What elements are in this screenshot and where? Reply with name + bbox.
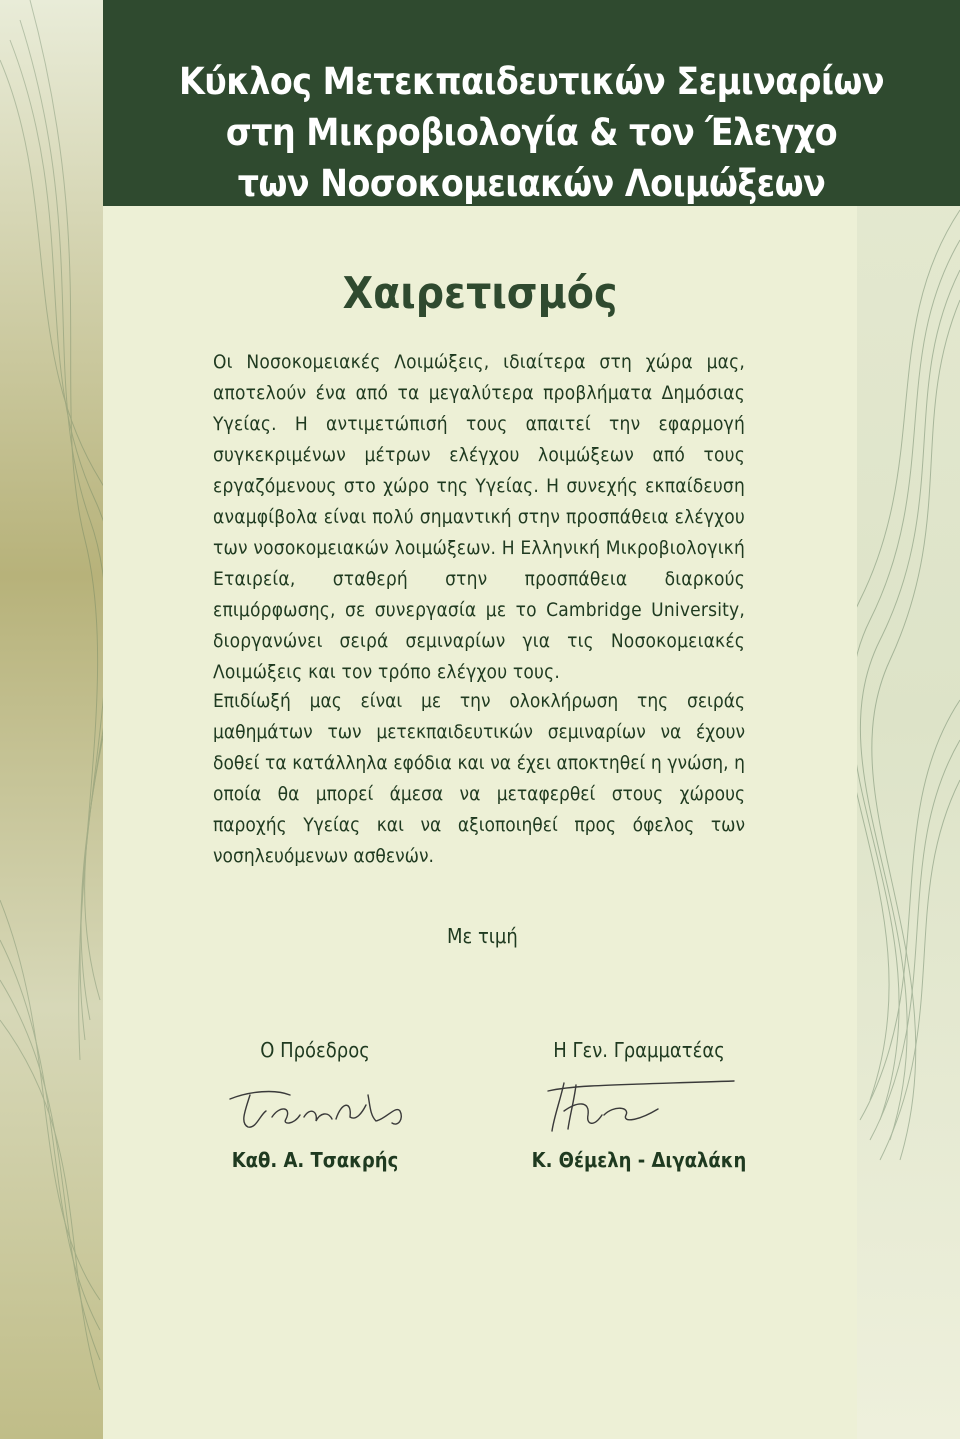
- title-line: των Νοσοκομειακών Λοιμώξεων: [237, 162, 826, 205]
- signature-block-president: [220, 1035, 410, 1175]
- title-line: Κύκλος Μετεκπαιδευτικών Σεμιναρίων: [178, 60, 885, 103]
- signature-name: Καθ. Α. Τσακρής: [231, 1148, 399, 1172]
- signature-block-secretary: [530, 1035, 748, 1175]
- handwritten-signature: [534, 1071, 744, 1141]
- signature-role: Ο Πρόεδρος: [260, 1038, 370, 1062]
- greeting-paragraph-1: Οι Νοσοκομειακές Λοιμώξεις, ιδιαίτερα στη χώρα μας, αποτελούν ένα από τα μεγαλύτερα προβλήματα Δημόσιας Υγείας. Η αντιμετώπισή τους απαιτεί την εφαρμογή συγκεκριμένων μέτρων ελέγχου λοιμώξεων από τους εργαζόμενους στο χώρο της Υγείας. Η συνεχής εκπαίδευση αναμφίβολα είναι πολύ σημαντική στην προσπάθεια ελέγχου των νοσοκομειακών λοιμώξεων. Η Ελληνική Μικροβιολογική Εταιρεία, σταθερή στην προσπάθεια διαρκούς επιμόρφωσης, σε συνεργασία με το Cambridge University, διοργανώνει σειρά σεμιναρίων για τις Νοσοκομειακές Λοιμώξεις και τον τρόπο ελέγχου τους.: [213, 351, 745, 683]
- greeting-title: [0, 268, 960, 319]
- greeting-paragraph-2: Επιδίωξή μας είναι με την ολοκλήρωση της σειράς μαθημάτων των μετεκπαιδευτικών σεμιναρίων να έχουν δοθεί τα κατάλληλα εφόδια και να έχει αποκτηθεί η γνώση, η οποία θα μπορεί άμεσα να μεταφερθεί στους χώρους παροχής Υγείας και να αξιοποιηθεί προς όφελος των νοσηλευόμενων ασθενών.: [213, 690, 745, 867]
- greeting-title-text: Χαιρετισμός: [342, 268, 618, 319]
- signature-name: Κ. Θέμελη - Διγαλάκη: [531, 1148, 747, 1172]
- page-title: [103, 56, 960, 209]
- handwritten-signature: [220, 1071, 420, 1141]
- header-banner: [103, 0, 960, 206]
- closing-text: Με τιμή: [447, 924, 518, 948]
- signature-role: Η Γεν. Γραμματέας: [553, 1038, 725, 1062]
- title-line: στη Μικροβιολογία & τον Έλεγχο: [225, 111, 838, 154]
